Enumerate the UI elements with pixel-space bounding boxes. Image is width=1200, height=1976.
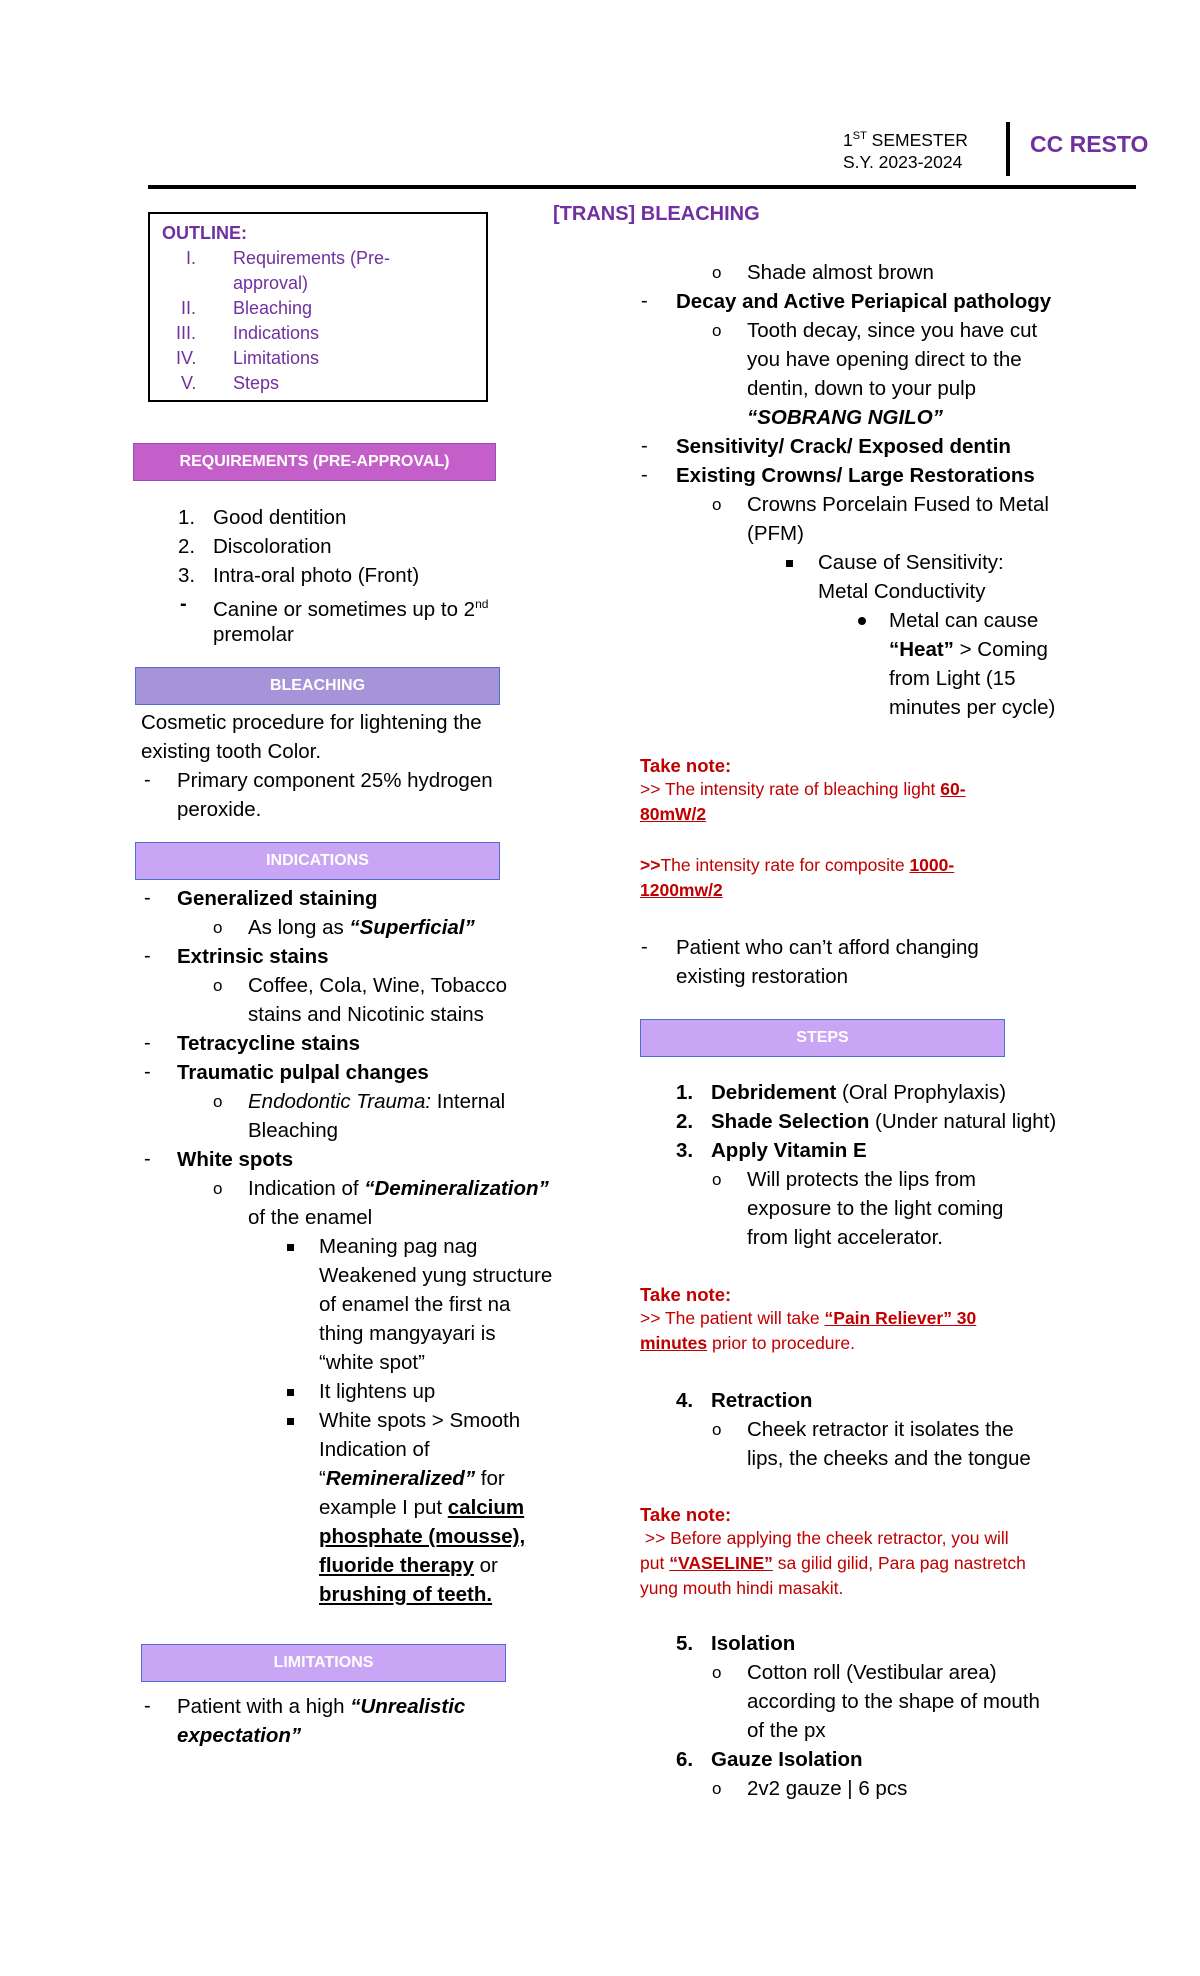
req-item-1: Good dentition <box>213 506 347 529</box>
dash-marker: - <box>144 769 151 791</box>
ind-meaning-1: Meaning pag nag <box>319 1235 478 1258</box>
bleaching-heading: BLEACHING <box>135 667 500 705</box>
afford-line-1: Patient who can’t afford changing <box>676 936 979 959</box>
course-title: CC RESTO <box>1030 131 1149 157</box>
decay-sub-1: Tooth decay, since you have cut <box>747 319 1038 342</box>
take-note-1-line-1: >> The intensity rate of bleaching light 60- <box>640 779 966 799</box>
step-6: Gauze Isolation <box>711 1748 863 1771</box>
dash-marker: - <box>641 435 648 457</box>
step-3: Apply Vitamin E <box>711 1139 867 1162</box>
dash-marker: - <box>144 1061 151 1083</box>
circle-bullet: o <box>712 495 722 514</box>
circle-bullet: o <box>712 1420 722 1439</box>
square-bullet <box>287 1418 294 1425</box>
step-3-sub-1: Will protects the lips from <box>747 1168 976 1191</box>
take-note-1-line-4: 1200mw/2 <box>640 880 723 900</box>
sobrang-ngilo: “SOBRANG NGILO” <box>747 406 943 429</box>
ind-demin-cont: of the enamel <box>248 1206 373 1229</box>
dash-marker: - <box>144 1695 151 1717</box>
outline-num-4: IV. <box>176 348 197 368</box>
requirements-heading: REQUIREMENTS (PRE-APPROVAL) <box>133 443 496 481</box>
dash-marker: - <box>641 464 648 486</box>
ind-meaning-4: thing mangyayari is <box>319 1322 496 1345</box>
dash-marker: - <box>641 936 648 958</box>
cause-line-1: Cause of Sensitivity: <box>818 551 1004 574</box>
bleaching-definition: Cosmetic procedure for lightening the <box>141 711 482 734</box>
req-num-3: 3. <box>178 564 196 587</box>
ind-traumatic: Traumatic pulpal changes <box>177 1061 429 1084</box>
ind-ws-6: fluoride therapy or <box>319 1554 498 1577</box>
square-bullet <box>287 1244 294 1251</box>
step-5-sub-2: according to the shape of mouth <box>747 1690 1040 1713</box>
afford-line-2: existing restoration <box>676 965 849 988</box>
circle-bullet: o <box>712 263 722 282</box>
ind-extrinsic-sub: Coffee, Cola, Wine, Tobacco <box>248 974 508 997</box>
circle-bullet: o <box>213 1179 223 1198</box>
step-5-sub-3: of the px <box>747 1719 826 1742</box>
req-num-1: 1. <box>178 506 196 529</box>
decay-sub-3: dentin, down to your pulp <box>747 377 977 400</box>
take-note-1-title: Take note: <box>640 755 732 776</box>
outline-item-requirements: Requirements (Pre- <box>233 248 391 268</box>
bleaching-definition-cont: existing tooth Color. <box>141 740 322 763</box>
indications-heading: INDICATIONS <box>135 842 500 880</box>
step-4: Retraction <box>711 1389 813 1412</box>
ind-lightens: It lightens up <box>319 1380 436 1403</box>
ind-meaning-3: of enamel the first na <box>319 1293 511 1316</box>
ind-ws-5: phosphate (mousse), <box>319 1525 526 1548</box>
ind-generalized: Generalized staining <box>177 887 378 910</box>
dash-marker: - <box>144 1032 151 1054</box>
metal-line-4: minutes per cycle) <box>889 696 1056 719</box>
step-num-1: 1. <box>676 1081 694 1104</box>
take-note-2-line-2: minutes prior to procedure. <box>640 1333 855 1353</box>
req-note: Canine or sometimes up to 2nd <box>213 597 489 621</box>
pfm-line-1: Crowns Porcelain Fused to Metal <box>747 493 1049 516</box>
outline-num-1: I. <box>186 248 197 268</box>
square-bullet <box>786 560 793 567</box>
crowns-heading: Existing Crowns/ Large Restorations <box>676 464 1035 487</box>
circle-bullet: o <box>213 918 223 937</box>
step-5-sub-1: Cotton roll (Vestibular area) <box>747 1661 997 1684</box>
req-note-cont: premolar <box>213 623 294 646</box>
circle-bullet: o <box>712 1663 722 1682</box>
step-num-3: 3. <box>676 1139 694 1162</box>
req-item-2: Discoloration <box>213 535 332 558</box>
dash-marker: - <box>144 887 151 909</box>
ind-ws-1: White spots > Smooth <box>319 1409 521 1432</box>
circle-bullet: o <box>213 1092 223 1111</box>
step-1: Debridement (Oral Prophylaxis) <box>711 1081 1007 1104</box>
doc-title: [TRANS] BLEACHING <box>553 203 760 225</box>
ind-demin: Indication of “Demineralization” <box>248 1177 549 1200</box>
dash-marker: - <box>144 945 151 967</box>
header-rule <box>148 185 1136 189</box>
step-3-sub-2: exposure to the light coming <box>747 1197 1004 1220</box>
dash-marker: - <box>144 1148 151 1170</box>
steps-heading: STEPS <box>640 1019 1005 1057</box>
decay-heading: Decay and Active Periapical pathology <box>676 290 1052 313</box>
ind-extrinsic-sub-cont: stains and Nicotinic stains <box>248 1003 484 1026</box>
step-2: Shade Selection (Under natural light) <box>711 1110 1057 1133</box>
step-num-6: 6. <box>676 1748 694 1771</box>
outline-item-limitations: Limitations <box>233 348 320 368</box>
ind-white-spots: White spots <box>177 1148 294 1171</box>
metal-line-2: “Heat” > Coming <box>889 638 1048 661</box>
take-note-3-line-1: >> Before applying the cheek retractor, you will <box>640 1528 1009 1548</box>
take-note-3-title: Take note: <box>640 1504 732 1525</box>
outline-item-indications: Indications <box>233 323 320 343</box>
step-4-sub-1: Cheek retractor it isolates the <box>747 1418 1014 1441</box>
ind-ws-2: Indication of <box>319 1438 430 1461</box>
req-num-2: 2. <box>178 535 196 558</box>
outline-item-steps: Steps <box>233 373 280 393</box>
outline-item-requirements-cont: approval) <box>233 273 309 293</box>
square-bullet <box>287 1389 294 1396</box>
step-4-sub-2: lips, the cheeks and the tongue <box>747 1447 1031 1470</box>
step-3-sub-3: from light accelerator. <box>747 1226 943 1249</box>
limitations-text-cont: expectation” <box>177 1724 302 1747</box>
cause-line-2: Metal Conductivity <box>818 580 986 603</box>
header-vertical-divider <box>1006 122 1010 176</box>
step-5: Isolation <box>711 1632 796 1655</box>
metal-line-1: Metal can cause <box>889 609 1039 632</box>
circle-bullet: o <box>712 1779 722 1798</box>
bleaching-component-cont: peroxide. <box>177 798 262 821</box>
take-note-3-line-2: put “VASELINE” sa gilid gilid, Para pag nastretch <box>640 1553 1026 1573</box>
ind-meaning-5: “white spot” <box>319 1351 425 1374</box>
ind-superficial: As long as “Superficial” <box>248 916 475 939</box>
step-num-5: 5. <box>676 1632 694 1655</box>
dot-bullet <box>858 617 866 625</box>
step-6-sub: 2v2 gauze | 6 pcs <box>747 1777 908 1800</box>
semester-label: 1ST SEMESTER <box>843 129 968 150</box>
take-note-2-title: Take note: <box>640 1284 732 1305</box>
step-num-4: 4. <box>676 1389 694 1412</box>
limitations-text: Patient with a high “Unrealistic <box>177 1695 466 1718</box>
take-note-3-line-3: yung mouth hindi masakit. <box>640 1578 844 1598</box>
outline-num-3: III. <box>176 323 197 343</box>
ind-meaning-2: Weakened yung structure <box>319 1264 553 1287</box>
circle-bullet: o <box>213 976 223 995</box>
step-num-2: 2. <box>676 1110 694 1133</box>
ind-ws-3: “Remineralized” for <box>319 1467 505 1490</box>
outline-num-2: II. <box>181 298 197 318</box>
dash-marker: - <box>180 593 187 615</box>
decay-sub-2: you have opening direct to the <box>747 348 1022 371</box>
ind-tetracycline: Tetracycline stains <box>177 1032 361 1055</box>
outline-item-bleaching: Bleaching <box>233 298 313 318</box>
take-note-2-line-1: >> The patient will take “Pain Reliever” 30 <box>640 1308 977 1328</box>
take-note-1-line-3: >>The intensity rate for composite 1000- <box>640 855 955 875</box>
take-note-1-line-2: 80mW/2 <box>640 804 707 824</box>
ind-endo: Endodontic Trauma: Internal <box>248 1090 506 1113</box>
school-year: S.Y. 2023-2024 <box>843 152 963 172</box>
outline-title: OUTLINE: <box>162 223 247 243</box>
pfm-line-2: (PFM) <box>747 522 804 545</box>
circle-bullet: o <box>712 1170 722 1189</box>
circle-bullet: o <box>712 321 722 340</box>
sensitivity-heading: Sensitivity/ Crack/ Exposed dentin <box>676 435 1011 458</box>
ind-ws-7: brushing of teeth. <box>319 1583 493 1606</box>
ind-extrinsic: Extrinsic stains <box>177 945 329 968</box>
dash-marker: - <box>641 290 648 312</box>
metal-line-3: from Light (15 <box>889 667 1016 690</box>
bleaching-component: Primary component 25% hydrogen <box>177 769 493 792</box>
ind-endo-cont: Bleaching <box>248 1119 339 1142</box>
shade-brown: Shade almost brown <box>747 261 934 284</box>
outline-num-5: V. <box>181 373 197 393</box>
ind-ws-4: example I put calcium <box>319 1496 525 1519</box>
limitations-heading: LIMITATIONS <box>141 1644 506 1682</box>
req-item-3: Intra-oral photo (Front) <box>213 564 420 587</box>
